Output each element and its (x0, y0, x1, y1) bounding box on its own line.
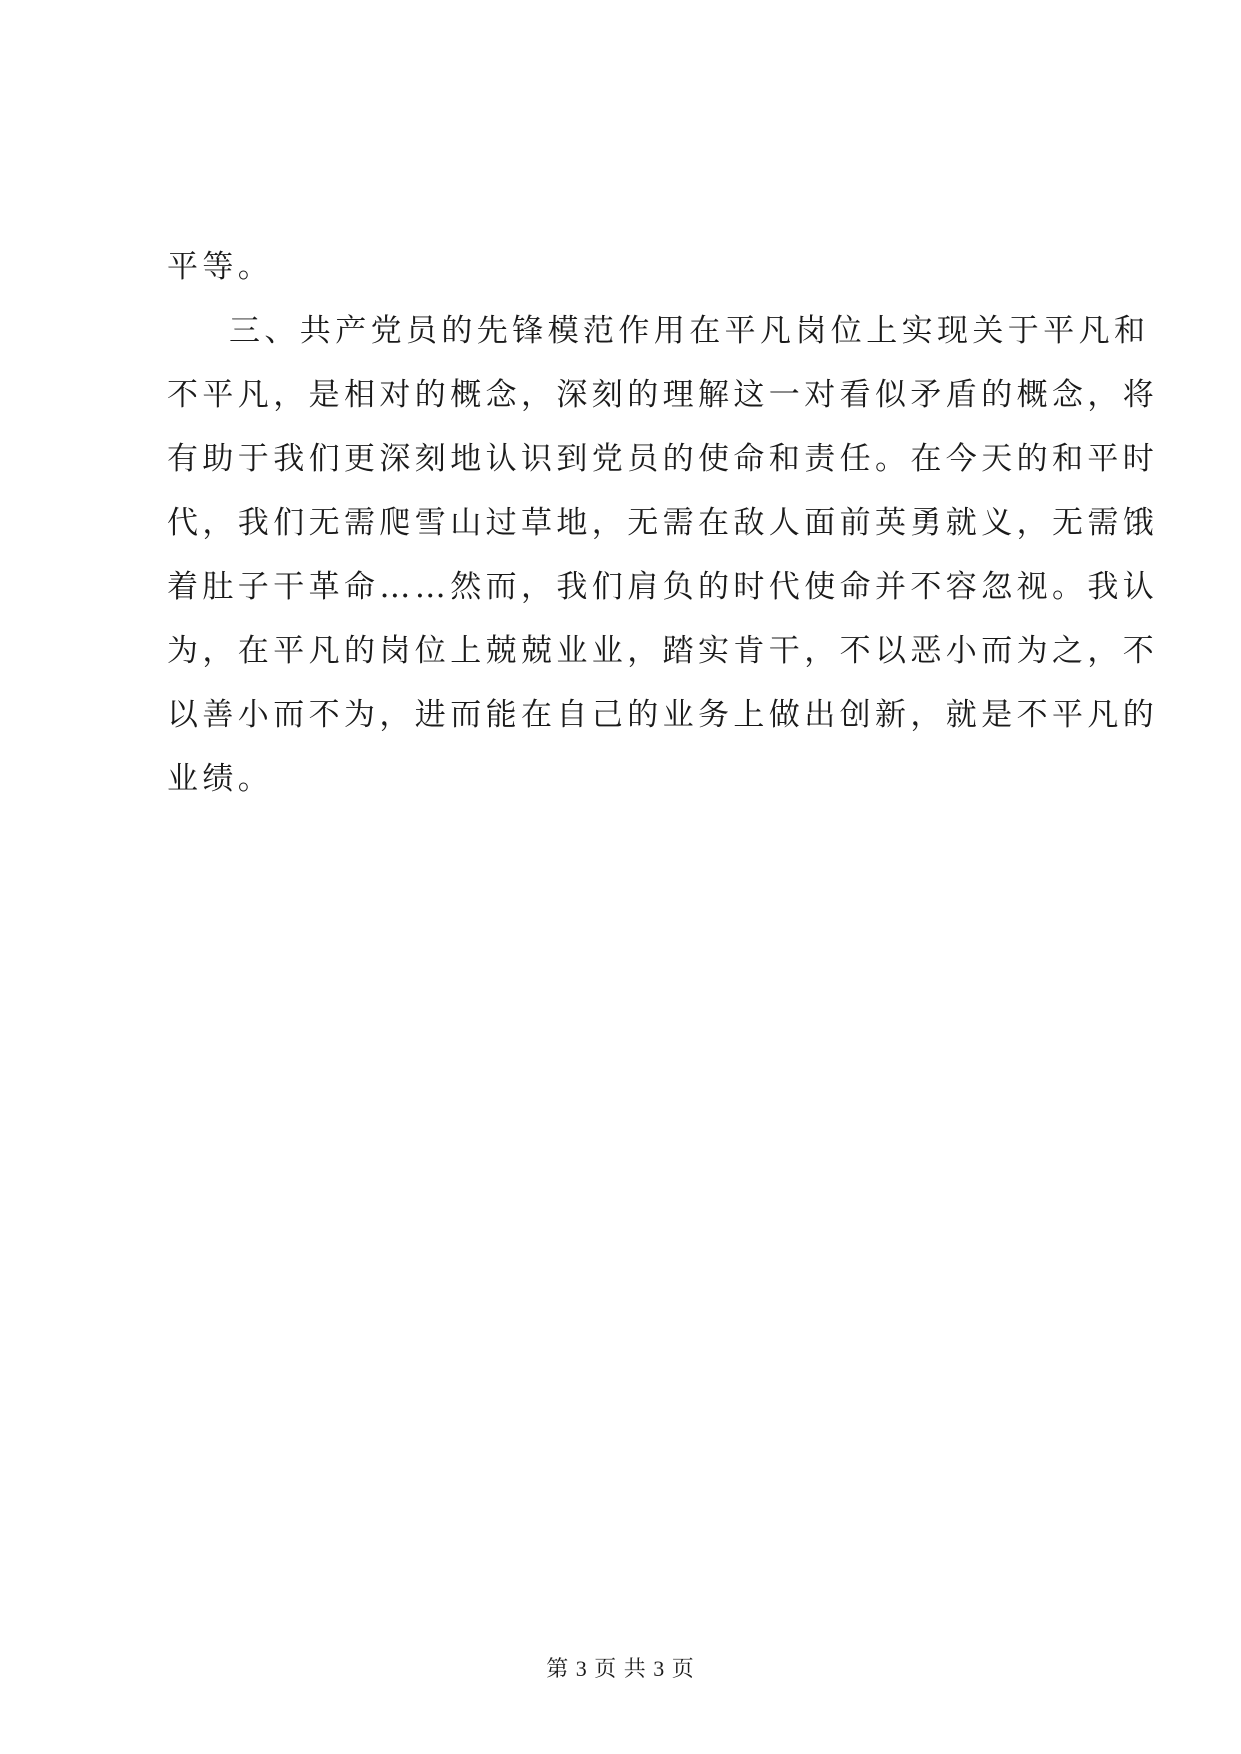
text-line: 业绩。 (167, 761, 274, 797)
text-line: 着肚子干革命……然而，我们肩负的时代使命并不容忽视。我认 (167, 569, 1159, 605)
body-text (167, 235, 1159, 811)
text-line: 平等。 (167, 249, 274, 285)
text-line: 代，我们无需爬雪山过草地，无需在敌人面前英勇就义，无需饿 (167, 505, 1159, 541)
page-number-footer: 第 3 页 共 3 页 (546, 1656, 695, 1681)
text-line: 不平凡，是相对的概念，深刻的理解这一对看似矛盾的概念，将 (167, 377, 1159, 413)
text-line: 以善小而不为，进而能在自己的业务上做出创新，就是不平凡的 (167, 697, 1159, 733)
text-line: 为，在平凡的岗位上兢兢业业，踏实肯干，不以恶小而为之，不 (167, 633, 1159, 669)
text-line: 有助于我们更深刻地认识到党员的使命和责任。在今天的和平时 (167, 441, 1159, 477)
text-line: 三、共产党员的先锋模范作用在平凡岗位上实现关于平凡和 (229, 313, 1150, 349)
